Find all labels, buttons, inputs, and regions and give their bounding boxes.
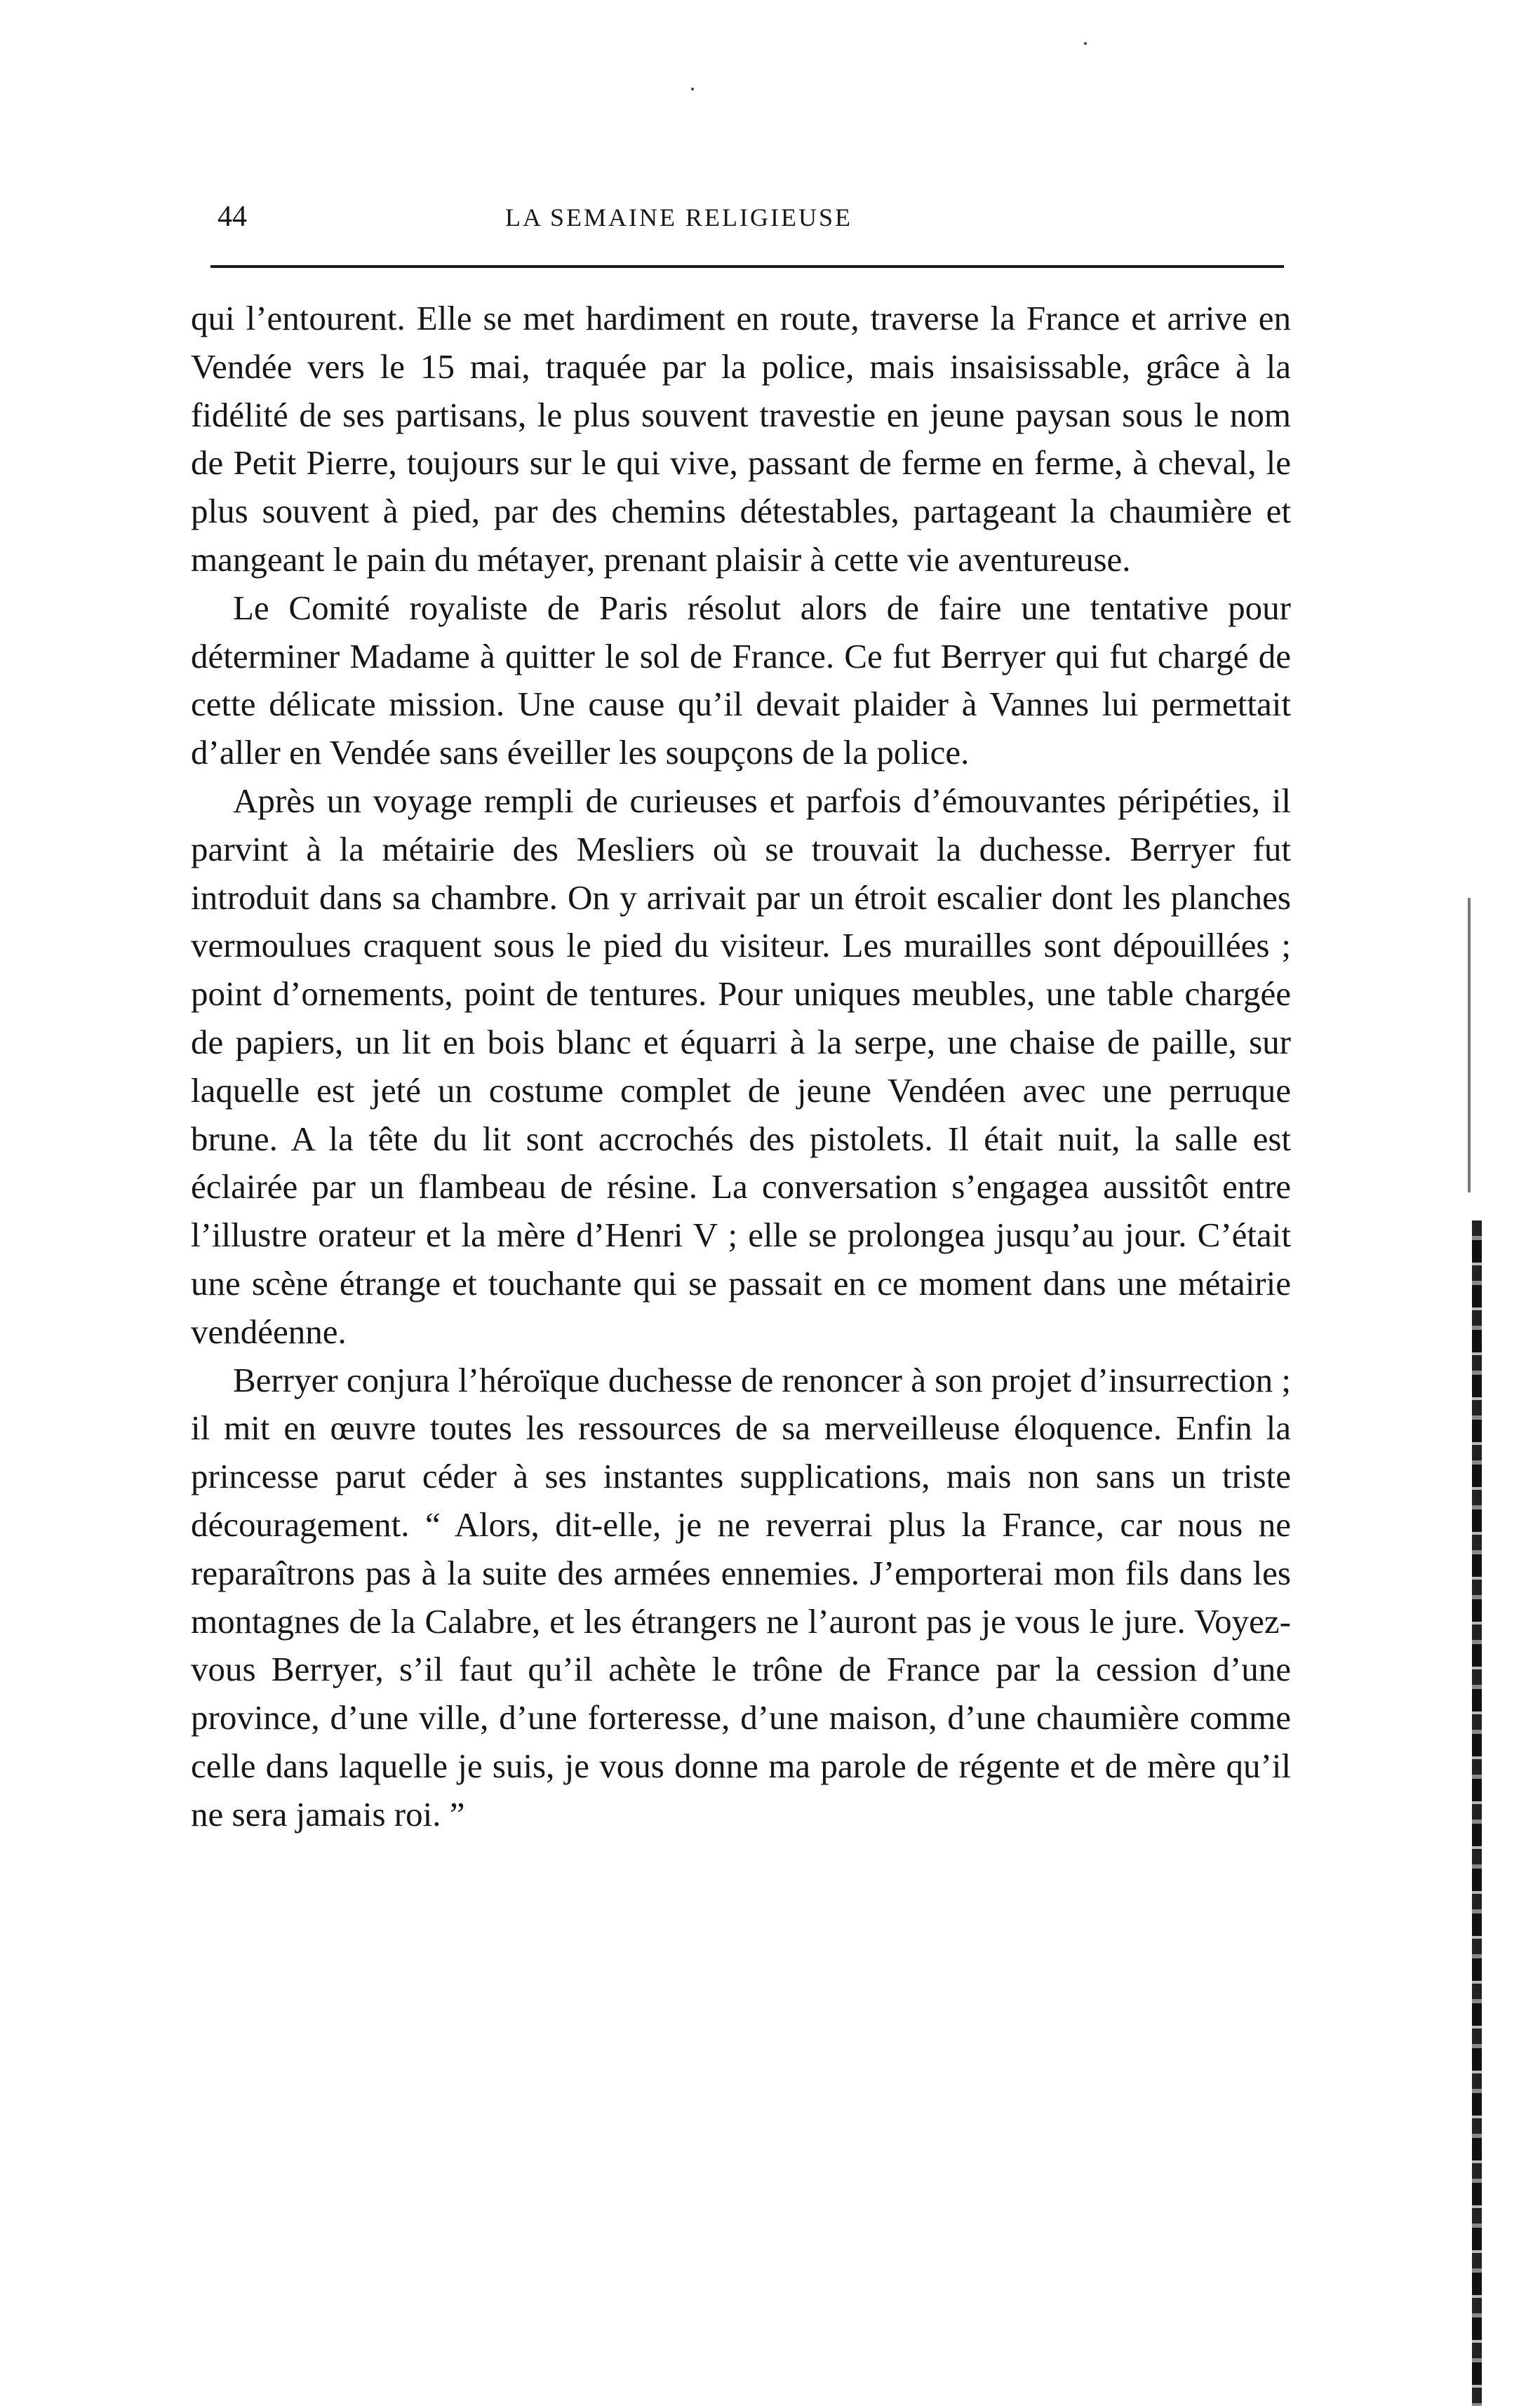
paragraph-4: Berryer conjura l’héroïque duchesse de renoncer à son projet d’insurrection ; il mit en œuvre toutes les ressources de sa merveilleuse éloquence. Enfin la princesse parut céder à ses instantes supplications, mais non sans un triste découragement. “ Alors, dit-elle, je ne reverrai plus la France, car nous ne reparaîtrons pas à la suite des armées ennemies. J’emporterai mon fils dans les montagnes de la Calabre, et les étrangers ne l’auront pas je vous le jure. Voyez-vous Berryer, s’il faut qu’il achète le trône de France par la cession d’une province, d’une ville, d’une forteresse, d’une maison, d’une chaumière comme celle dans laquelle je suis, je vous donne ma parole de régente et de mère qu’il ne sera jamais roi. ”	[191, 1360, 1291, 1834]
binding-shadow	[1468, 898, 1471, 1192]
scan-speck	[691, 88, 694, 90]
page-header	[210, 200, 1284, 249]
scan-speck	[1084, 42, 1087, 45]
paragraph-3: Après un voyage rempli de curieuses et parfois d’émouvantes péripéties, il parvint à la métairie des Mesliers où se trouvait la duchesse. Berryer fut introduit dans sa chambre. On y arrivait par un étroit escalier dont les planches vermoulues craquent sous le pied du visiteur. Les murailles sont dépouillées ; point d’ornements, point de tentures. Pour uniques meubles, une table chargée de papiers, un lit en bois blanc et équarri à la serpe, une chaise de paille, sur laquelle est jeté un costume complet de jeune Vendéen avec une perruque brune. A la tête du lit sont accrochés des pistolets. Il était nuit, la salle est éclairée par un flambeau de résine. La conversation s’engagea aussitôt entre l’illustre orateur et la mère d’Henri V ; elle se prolongea jusqu’au jour. C’était une scène étrange et touchante qui se passait en ce moment dans une métairie vendéenne.	[191, 781, 1291, 1351]
page-number: 44	[217, 201, 247, 233]
body-text	[191, 295, 1291, 1839]
paragraph-1: qui l’entourent. Elle se met hardiment en route, traverse la France et arrive en Vendée vers le 15 mai, traquée par la police, mais insaisissable, grâce à la fidélité de ses partisans, le plus souvent travestie en jeune paysan sous le nom de Petit Pierre, toujours sur le qui vive, passant de ferme en ferme, à cheval, le plus souvent à pied, par des chemins détestables, partageant la chaumière et mangeant le pain du métayer, prenant plaisir à cette vie aventureuse.	[191, 299, 1291, 579]
running-title: LA SEMAINE RELIGIEUSE	[505, 203, 852, 231]
binding-edge	[1472, 1220, 1482, 2406]
header-rule	[210, 265, 1284, 268]
paragraph-2: Le Comité royaliste de Paris résolut alors de faire une tentative pour déterminer Madame à quitter le sol de France. Ce fut Berryer qui fut chargé de cette délicate mission. Une cause qu’il devait plaider à Vannes lui permettait d’aller en Vendée sans éveiller les soupçons de la police.	[191, 588, 1291, 772]
